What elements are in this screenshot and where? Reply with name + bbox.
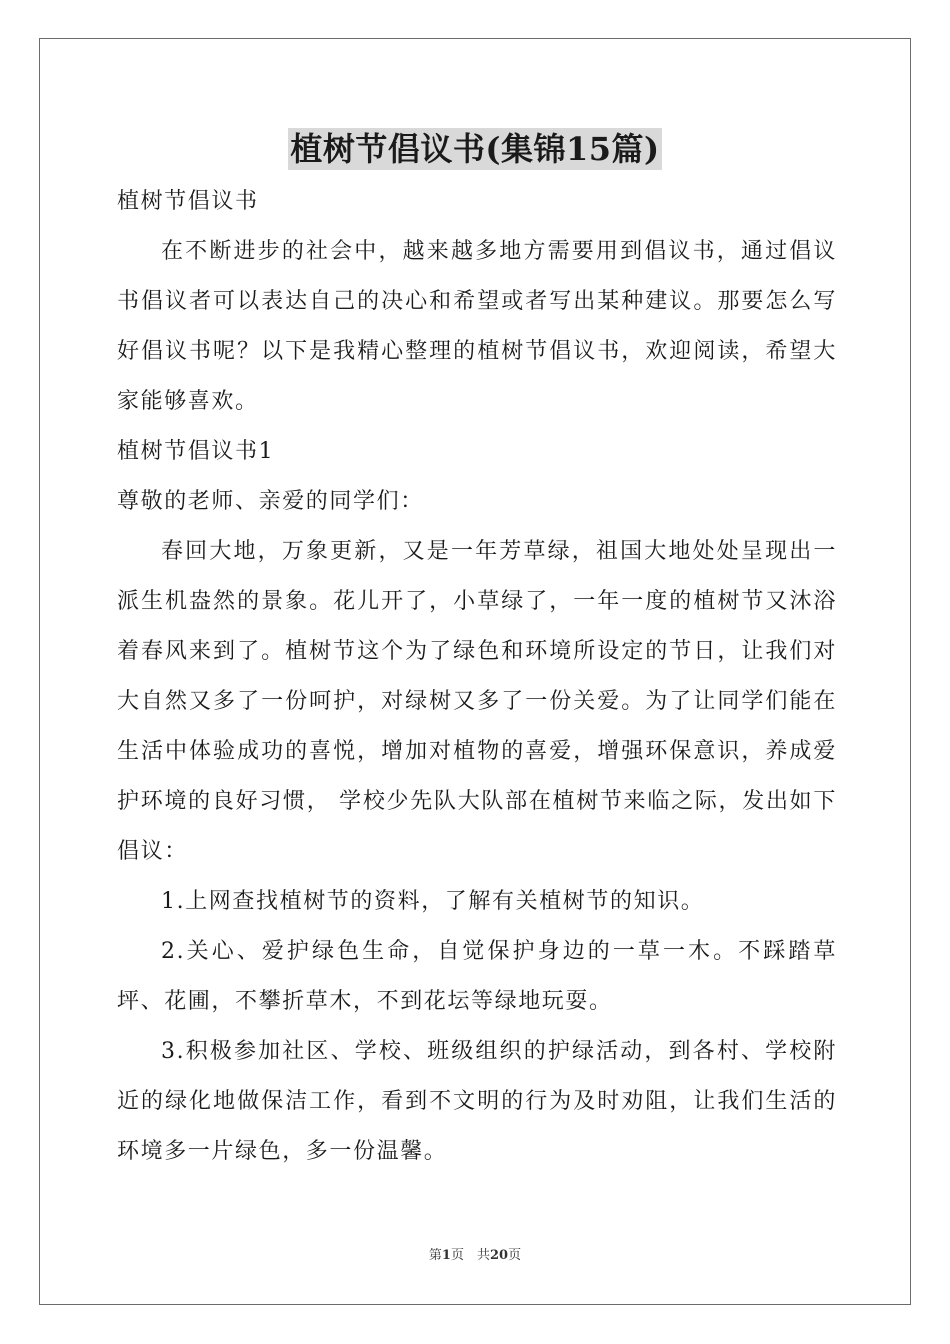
document-title: 植树节倡议书(集锦15篇)	[290, 130, 660, 168]
document-body	[117, 177, 837, 1177]
proposal-item-2: 2.关心、爱护绿色生命，自觉保护身边的一草一木。不踩踏草坪、花圃，不攀折草木，不到花坛等绿地玩耍。	[117, 939, 837, 1014]
proposal-item-3: 3.积极参加社区、学校、班级组织的护绿活动，到各村、学校附近的绿化地做保洁工作，看到不文明的行为及时劝阻，让我们生活的环境多一片绿色，多一份温馨。	[117, 1039, 837, 1164]
body-paragraph: 春回大地，万象更新，又是一年芳草绿，祖国大地处处呈现出一派生机盎然的景象。花儿开了，小草绿了，一年一度的植树节又沐浴着春风来到了。植树节这个为了绿色和环境所设定的节日，让我们对大自然又多了一份呵护，对绿树又多了一份关爱。为了让同学们能在生活中体验成功的喜悦，增加对植物的喜爱，增强环保意识，养成爱护环境的良好习惯， 学校少先队大队部在植树节来临之际，发出如下倡议：	[117, 539, 837, 864]
total-page-number: 20	[489, 1248, 509, 1263]
subtitle: 植树节倡议书	[117, 189, 259, 214]
page-prefix: 第	[428, 1248, 442, 1263]
page-footer	[0, 1244, 950, 1263]
proposal-item-1: 1.上网查找植树节的资料，了解有关植树节的知识。	[161, 889, 705, 914]
salutation: 尊敬的老师、亲爱的同学们：	[117, 489, 424, 514]
current-page-number: 1	[441, 1248, 451, 1263]
page-suffix: 页	[508, 1248, 522, 1263]
intro-paragraph: 在不断进步的社会中，越来越多地方需要用到倡议书，通过倡议书倡议者可以表达自己的决心和希望或者写出某种建议。那要怎么写好倡议书呢？以下是我精心整理的植树节倡议书，欢迎阅读，希望大家能够喜欢。	[117, 239, 837, 414]
section-heading: 植树节倡议书1	[117, 439, 275, 464]
title-container	[0, 128, 950, 170]
page-mid: 页 共	[450, 1248, 490, 1263]
